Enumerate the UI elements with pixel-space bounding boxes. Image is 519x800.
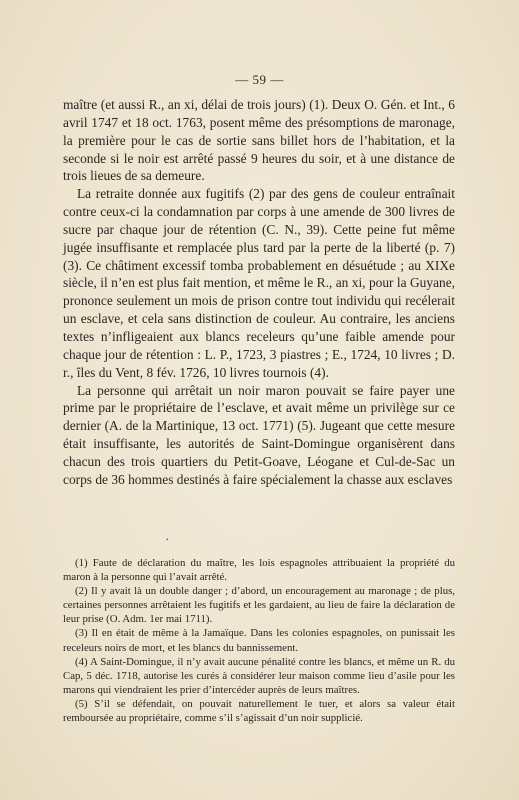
footnote: (2) Il y avait là un double danger ; d’abord, un encouragement au maronage ; de plus, certaines personnes arrêtaient les fugitifs et les gardaient, au lieu de faire la déclaration de leur prise (O. Adm. 1er mai 1711). bbox=[63, 585, 455, 626]
footnote: (1) Faute de déclaration du maître, les lois espagnoles attribuaient la propriété du maron à la personne qui l’avait arrêté. bbox=[63, 557, 455, 584]
body-text bbox=[63, 96, 455, 489]
footnote: (4) A Saint-Domingue, il n’y avait aucune pénalité contre les blancs, et même un R. du Cap, 5 déc. 1718, autorise les curés à considérer leur maison comme lieu d’asile pour les marons qui viendraient les prier d’intercéder auprès de leurs maîtres. bbox=[63, 655, 455, 696]
paragraph: La personne qui arrêtait un noir maron pouvait se faire payer une prime par le propriétaire de l’esclave, et avait même un privilège sur ce dernier (A. de la Martinique, 13 oct. 1771) (5). Jugeant que cette mesure était insuffisante, les autorités de Saint-Domingue organisèrent dans chacun des trois quartiers du Petit-Goave, Léogane et Cul-de-Sac un corps de 36 hommes destinés à faire spécialement la chasse aux esclaves bbox=[63, 382, 455, 487]
footnotes bbox=[63, 556, 455, 725]
page-number: — 59 — bbox=[235, 72, 284, 87]
paragraph: La retraite donnée aux fugitifs (2) par des gens de couleur entraînait contre ceux-ci la condamnation par corps à une amende de 300 livres de sucre par chaque jour de rétention (C. N., 39). Cette peine fut même jugée insuffisante et remplacée plus tard par la perte de la liberté (p. 7) (3). Ce châtiment excessif tomba probablement en désuétude ; au XIXe siècle, il n’en est plus fait mention, et même le R., an xi, pour la Guyane, prononce seulement un mois de prison contre tout individu qui recélerait un esclave, et cela sans distinction de couleur. Au contraire, les anciens textes n’infligeaient aux blancs receleurs qu’une faible amende pour chaque jour de rétention : L. P., 1723, 3 piastres ; E., 1724, 10 livres ; D. r., îles du Vent, 8 fév. 1726, 10 livres tournois (4). bbox=[63, 186, 455, 380]
footnote: (5) S’il se défendait, on pouvait naturellement le tuer, et alors sa valeur était remboursée au propriétaire, comme s’il s’agissait d’un noir supplicié. bbox=[63, 697, 455, 725]
paragraph: maître (et aussi R., an xi, délai de trois jours) (1). Deux O. Gén. et Int., 6 avril 1747 et 18 oct. 1763, posent même des présomptions de maronage, la première pour le cas de sortie sans billet hors de l’habitation, et la seconde si le noir est arrêté passé 9 heures du soir, et à une distance de trois lieues de sa demeure. bbox=[63, 97, 455, 184]
stray-ink-mark: • bbox=[166, 536, 169, 544]
footnote: (3) Il en était de même à la Jamaïque. Dans les colonies espagnoles, on punissait les receleurs noirs de mort, et les blancs du bannissement. bbox=[63, 627, 455, 654]
